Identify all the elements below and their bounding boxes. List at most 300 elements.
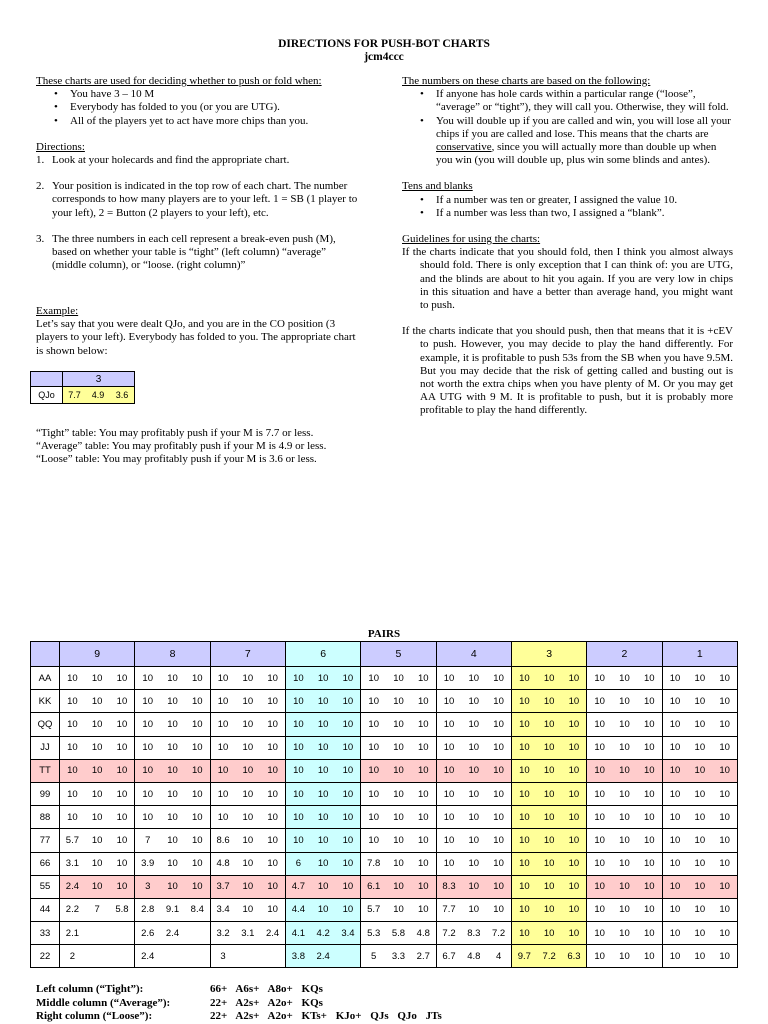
cell-value: 10 xyxy=(167,811,178,823)
cell-value: 2.4 xyxy=(316,950,330,962)
chart-cell xyxy=(587,806,662,829)
basis-bullets xyxy=(402,88,733,167)
cell-value: 10 xyxy=(519,742,530,754)
chart-cell xyxy=(587,759,662,782)
example-value-loose: 3.6 xyxy=(110,387,135,404)
cell-value: 10 xyxy=(719,927,730,939)
chart-cell xyxy=(511,759,586,782)
cell-value: 10 xyxy=(217,788,229,800)
direction-item xyxy=(36,180,358,220)
chart-cell xyxy=(436,829,511,852)
cell-value: 10 xyxy=(317,672,329,684)
cell-value: 10 xyxy=(393,858,404,870)
cell-value: 10 xyxy=(443,858,455,870)
cell-value: 10 xyxy=(694,811,706,823)
cell-value: 10 xyxy=(317,742,329,754)
cell-value: 10 xyxy=(619,672,630,684)
cell-value: 10 xyxy=(694,695,706,707)
cell-value: 10 xyxy=(116,881,128,893)
chart-cell xyxy=(210,945,285,968)
cell-value: 10 xyxy=(393,834,404,846)
cell-value: 10 xyxy=(468,904,480,916)
cell-value: 10 xyxy=(519,881,530,893)
direction-number: 1. xyxy=(36,154,45,167)
cell-value: 10 xyxy=(619,718,630,730)
cell-value: 3.9 xyxy=(141,858,155,870)
chart-cell xyxy=(436,690,511,713)
cell-value: 10 xyxy=(267,834,278,846)
cell-value: 10 xyxy=(317,718,329,730)
chart-cell xyxy=(587,875,662,898)
chart-cell xyxy=(662,898,737,921)
cell-value: 10 xyxy=(568,788,580,800)
cell-value: 10 xyxy=(116,718,128,730)
chart-cell xyxy=(436,759,511,782)
cell-value: 10 xyxy=(191,765,203,777)
table-row xyxy=(31,898,738,921)
cell-value: 10 xyxy=(694,765,706,777)
cell-value: 9.1 xyxy=(165,904,180,916)
cell-value: 10 xyxy=(543,834,555,846)
example-position-header: 3 xyxy=(63,372,135,387)
cell-value: 10 xyxy=(443,718,455,730)
cell-value: 10 xyxy=(116,858,128,870)
table-row xyxy=(31,713,738,736)
pairs-header-row xyxy=(31,642,738,667)
cell-value: 4.8 xyxy=(216,858,230,870)
chart-cell xyxy=(285,829,360,852)
cell-value: 10 xyxy=(116,672,128,684)
chart-cell xyxy=(285,736,360,759)
cell-value: 10 xyxy=(719,672,730,684)
cell-value: 10 xyxy=(719,881,730,893)
chart-cell xyxy=(210,759,285,782)
hand-label: 44 xyxy=(31,898,60,921)
cell-value: 10 xyxy=(116,834,128,846)
cell-value: 10 xyxy=(393,718,404,730)
table-row xyxy=(31,852,738,875)
cell-value: 10 xyxy=(619,858,630,870)
cell-value: 10 xyxy=(317,695,329,707)
cell-value: 10 xyxy=(543,904,555,916)
intro-bullet: • All of the players yet to act have more chips than you. xyxy=(36,115,358,128)
chart-cell xyxy=(285,898,360,921)
cell-value: 10 xyxy=(694,950,706,962)
cell-value: 10 xyxy=(443,742,455,754)
table-row xyxy=(31,759,738,782)
position-header: 9 xyxy=(60,642,135,667)
cell-value: 10 xyxy=(619,950,630,962)
cell-value: 10 xyxy=(594,672,605,684)
cell-value: 6.3 xyxy=(567,950,581,962)
cell-value: 10 xyxy=(468,718,480,730)
cell-value: 5.3 xyxy=(367,927,381,939)
cell-value: 10 xyxy=(67,695,78,707)
cell-value: 10 xyxy=(417,718,429,730)
cell-value: 10 xyxy=(91,742,103,754)
cell-value: 10 xyxy=(619,765,630,777)
cell-value: 10 xyxy=(167,718,178,730)
cell-value: 10 xyxy=(191,834,203,846)
cell-value: 10 xyxy=(568,742,580,754)
cell-value: 10 xyxy=(393,881,404,893)
chart-cell xyxy=(285,806,360,829)
cell-value: 10 xyxy=(493,672,504,684)
cell-value: 10 xyxy=(342,718,354,730)
example-corner-cell xyxy=(31,372,63,387)
intro-bullet: • You have 3 – 10 M xyxy=(36,88,358,101)
cell-value: 10 xyxy=(116,811,128,823)
header-corner-cell xyxy=(31,642,60,667)
cell-value: 10 xyxy=(393,695,404,707)
hand-label: 77 xyxy=(31,829,60,852)
chart-cell xyxy=(662,736,737,759)
cell-value: 10 xyxy=(619,695,630,707)
cell-value: 10 xyxy=(669,904,681,916)
cell-value: 10 xyxy=(694,672,706,684)
cell-value: 10 xyxy=(342,672,354,684)
cell-value: 10 xyxy=(669,672,681,684)
chart-cell xyxy=(60,736,135,759)
chart-cell xyxy=(210,852,285,875)
chart-cell xyxy=(285,713,360,736)
chart-cell xyxy=(511,806,586,829)
cell-value: 2.7 xyxy=(416,950,430,962)
cell-value: 7.8 xyxy=(367,858,381,870)
example-hand-label: QJo xyxy=(31,387,63,404)
example-value-tight: 7.7 xyxy=(63,387,87,404)
cell-value: 10 xyxy=(443,695,455,707)
cell-value: 10 xyxy=(719,858,730,870)
cell-value: 10 xyxy=(643,904,655,916)
cell-value: 4.7 xyxy=(291,881,305,893)
chart-cell xyxy=(285,759,360,782)
chart-cell xyxy=(60,806,135,829)
cell-value: 10 xyxy=(619,742,630,754)
chart-cell xyxy=(511,690,586,713)
cell-value: 10 xyxy=(643,811,655,823)
cell-value: 10 xyxy=(191,858,203,870)
cell-value: 10 xyxy=(568,904,580,916)
cell-value: 10 xyxy=(568,765,580,777)
cell-value: 10 xyxy=(317,881,329,893)
cell-value: 10 xyxy=(493,742,504,754)
cell-value: 10 xyxy=(594,927,605,939)
cell-value: 9.7 xyxy=(517,950,531,962)
position-header: 7 xyxy=(210,642,285,667)
table-row xyxy=(31,782,738,805)
chart-cell xyxy=(662,875,737,898)
cell-value: 10 xyxy=(493,858,504,870)
cell-value: 5.8 xyxy=(391,927,406,939)
cell-value: 10 xyxy=(493,765,504,777)
cell-value: 10 xyxy=(594,881,605,893)
cell-value: 10 xyxy=(643,718,655,730)
cell-value: 4.4 xyxy=(291,904,305,916)
cell-value: 10 xyxy=(393,672,404,684)
cell-value: 10 xyxy=(142,788,153,800)
hand-label: 22 xyxy=(31,945,60,968)
cell-value: 10 xyxy=(342,811,354,823)
cell-value: 7.2 xyxy=(491,927,506,939)
cell-value: 10 xyxy=(167,765,178,777)
cell-value: 10 xyxy=(694,742,706,754)
cell-value: 10 xyxy=(368,718,379,730)
cell-value: 10 xyxy=(568,695,580,707)
cell-value: 10 xyxy=(267,695,278,707)
chart-cell xyxy=(436,852,511,875)
cell-value: 10 xyxy=(543,742,555,754)
cell-value: 10 xyxy=(191,718,203,730)
cell-value: 10 xyxy=(393,788,404,800)
cell-value: 10 xyxy=(543,881,555,893)
cell-value: 3.1 xyxy=(241,927,255,939)
guidelines-heading: Guidelines for using the charts: xyxy=(402,233,541,246)
cell-value: 10 xyxy=(368,788,379,800)
chart-cell xyxy=(436,922,511,945)
cell-value: 10 xyxy=(719,834,730,846)
cell-value: 10 xyxy=(267,788,278,800)
direction-item xyxy=(36,154,358,167)
cell-value: 10 xyxy=(619,811,630,823)
cell-value: 10 xyxy=(116,695,128,707)
cell-value: 10 xyxy=(342,765,354,777)
cell-value: 10 xyxy=(719,765,730,777)
chart-cell xyxy=(587,667,662,690)
chart-cell xyxy=(662,759,737,782)
cell-value: 10 xyxy=(719,904,730,916)
chart-cell xyxy=(210,667,285,690)
chart-cell xyxy=(361,736,436,759)
chart-cell xyxy=(511,852,586,875)
chart-cell xyxy=(210,736,285,759)
chart-cell xyxy=(662,690,737,713)
example-heading: Example: xyxy=(36,305,79,317)
chart-cell xyxy=(60,667,135,690)
cell-value: 10 xyxy=(267,904,278,916)
table-row xyxy=(31,922,738,945)
chart-cell xyxy=(135,806,210,829)
cell-value: 10 xyxy=(191,788,203,800)
hand-label: KK xyxy=(31,690,60,713)
cell-value: 10 xyxy=(694,858,706,870)
example-text: Let’s say that you were dealt QJo, and you are in the CO position (3 players to your left). Everybody has folded to you. The appropriate chart is shown below: xyxy=(36,318,356,357)
cell-value: 10 xyxy=(67,811,78,823)
cell-value: 10 xyxy=(519,904,530,916)
cell-value: 10 xyxy=(217,765,229,777)
cell-value: 10 xyxy=(417,672,429,684)
cell-value: 10 xyxy=(468,811,480,823)
cell-value: 10 xyxy=(694,718,706,730)
cell-value: 7 xyxy=(145,834,151,846)
cell-value: 10 xyxy=(267,718,278,730)
chart-cell xyxy=(135,782,210,805)
cell-value: 2.4 xyxy=(266,927,280,939)
chart-cell xyxy=(511,875,586,898)
cell-value: 2.2 xyxy=(65,904,79,916)
chart-cell xyxy=(210,829,285,852)
cell-value: 10 xyxy=(167,834,178,846)
cell-value: 7 xyxy=(94,904,100,916)
cell-value: 10 xyxy=(594,742,605,754)
cell-value: 10 xyxy=(242,858,254,870)
chart-cell xyxy=(511,667,586,690)
chart-cell xyxy=(285,852,360,875)
cell-value: 10 xyxy=(594,834,605,846)
chart-cell xyxy=(210,713,285,736)
chart-cell xyxy=(511,945,586,968)
cell-value: 10 xyxy=(191,695,203,707)
cell-value: 10 xyxy=(317,834,329,846)
cell-value: 10 xyxy=(267,765,278,777)
chart-cell xyxy=(210,898,285,921)
cell-value: 10 xyxy=(67,718,78,730)
cell-value: 3.4 xyxy=(216,904,230,916)
cell-value: 3.4 xyxy=(341,927,355,939)
legend-value: 22+ A2s+ A2o+ KTs+ KJo+ QJs QJo JTs xyxy=(210,1010,442,1022)
chart-cell xyxy=(587,898,662,921)
cell-value: 5.7 xyxy=(367,904,381,916)
cell-value: 10 xyxy=(519,858,530,870)
cell-value: 2.4 xyxy=(165,927,180,939)
chart-cell xyxy=(436,782,511,805)
chart-cell xyxy=(60,782,135,805)
chart-cell xyxy=(511,736,586,759)
cell-value: 10 xyxy=(543,765,555,777)
cell-value: 10 xyxy=(643,950,655,962)
position-header: 5 xyxy=(361,642,436,667)
chart-cell xyxy=(210,782,285,805)
cell-value: 10 xyxy=(694,904,706,916)
tens-heading: Tens and blanks xyxy=(402,180,473,193)
left-column xyxy=(36,75,358,285)
cell-value: 10 xyxy=(694,927,706,939)
cell-value: 10 xyxy=(191,811,203,823)
chart-cell xyxy=(587,713,662,736)
cell-value: 6.7 xyxy=(442,950,456,962)
example-line-average: “Average” table: You may profitably push if your M is 4.9 or less. xyxy=(36,440,327,453)
chart-cell xyxy=(587,945,662,968)
chart-cell xyxy=(361,945,436,968)
cell-value: 10 xyxy=(393,765,404,777)
cell-value: 10 xyxy=(342,788,354,800)
chart-cell xyxy=(436,806,511,829)
position-header: 4 xyxy=(436,642,511,667)
hand-label: 66 xyxy=(31,852,60,875)
cell-value: 4.1 xyxy=(291,927,305,939)
hand-label: AA xyxy=(31,667,60,690)
cell-value: 10 xyxy=(669,765,681,777)
cell-value: 10 xyxy=(619,788,630,800)
chart-cell xyxy=(662,922,737,945)
cell-value: 10 xyxy=(167,672,178,684)
chart-cell xyxy=(135,667,210,690)
pairs-chart xyxy=(30,641,738,968)
chart-cell xyxy=(361,667,436,690)
cell-value: 10 xyxy=(669,788,681,800)
chart-cell xyxy=(436,945,511,968)
cell-value: 6.1 xyxy=(367,881,381,893)
cell-value: 3.7 xyxy=(216,881,230,893)
cell-value: 10 xyxy=(669,881,681,893)
cell-value: 4.8 xyxy=(416,927,430,939)
direction-number: 3. xyxy=(36,232,45,245)
right-column xyxy=(402,75,733,418)
cell-value: 10 xyxy=(217,742,229,754)
cell-value: 10 xyxy=(417,834,429,846)
direction-text: Look at your holecards and find the appropriate chart. xyxy=(52,154,290,167)
example-chart xyxy=(30,371,135,404)
direction-item xyxy=(36,233,358,273)
chart-cell xyxy=(361,922,436,945)
cell-value: 10 xyxy=(342,881,354,893)
cell-value: 10 xyxy=(91,718,103,730)
cell-value: 10 xyxy=(293,765,304,777)
cell-value: 10 xyxy=(643,765,655,777)
cell-value: 10 xyxy=(669,718,681,730)
cell-value: 10 xyxy=(242,811,254,823)
cell-value: 10 xyxy=(317,788,329,800)
cell-value: 10 xyxy=(417,811,429,823)
hand-label: QQ xyxy=(31,713,60,736)
cell-value: 10 xyxy=(191,881,203,893)
cell-value: 10 xyxy=(342,695,354,707)
chart-cell xyxy=(436,875,511,898)
chart-cell xyxy=(662,667,737,690)
cell-value: 10 xyxy=(719,742,730,754)
chart-cell xyxy=(135,713,210,736)
chart-cell xyxy=(662,713,737,736)
direction-number: 2. xyxy=(36,180,45,193)
cell-value: 10 xyxy=(643,695,655,707)
cell-value: 10 xyxy=(191,742,203,754)
cell-value: 10 xyxy=(293,695,304,707)
cell-value: 10 xyxy=(493,718,504,730)
direction-text: Your position is indicated in the top row of each chart. The number corresponds to how many players are to your left. 1 = SB (1 player to your left), 2 = Button (2 players to your left), etc. xyxy=(52,180,358,219)
cell-value: 10 xyxy=(643,672,655,684)
cell-value: 10 xyxy=(368,672,379,684)
cell-value: 10 xyxy=(643,742,655,754)
cell-value: 10 xyxy=(217,718,229,730)
cell-value: 10 xyxy=(167,695,178,707)
cell-value: 3.3 xyxy=(391,950,406,962)
cell-value: 3.1 xyxy=(65,858,79,870)
cell-value: 10 xyxy=(417,881,429,893)
cell-value: 10 xyxy=(342,858,354,870)
table-row xyxy=(31,690,738,713)
tens-bullet: • If a number was less than two, I assigned a “blank”. xyxy=(402,207,733,220)
cell-value: 10 xyxy=(342,904,354,916)
cell-value: 10 xyxy=(468,695,480,707)
cell-value: 10 xyxy=(368,834,379,846)
chart-cell xyxy=(361,829,436,852)
example-line-tight: “Tight” table: You may profitably push if your M is 7.7 or less. xyxy=(36,427,314,439)
cell-value: 10 xyxy=(417,765,429,777)
cell-value: 10 xyxy=(242,881,254,893)
chart-cell xyxy=(361,898,436,921)
cell-value: 10 xyxy=(293,788,304,800)
chart-cell xyxy=(60,690,135,713)
pairs-title: PAIRS xyxy=(367,628,401,640)
cell-value: 10 xyxy=(91,881,103,893)
position-header: 2 xyxy=(587,642,662,667)
chart-cell xyxy=(587,690,662,713)
cell-value: 10 xyxy=(67,765,78,777)
cell-value: 8.3 xyxy=(467,927,481,939)
cell-value: 6 xyxy=(295,858,302,870)
chart-cell xyxy=(60,945,135,968)
cell-value: 10 xyxy=(568,834,580,846)
